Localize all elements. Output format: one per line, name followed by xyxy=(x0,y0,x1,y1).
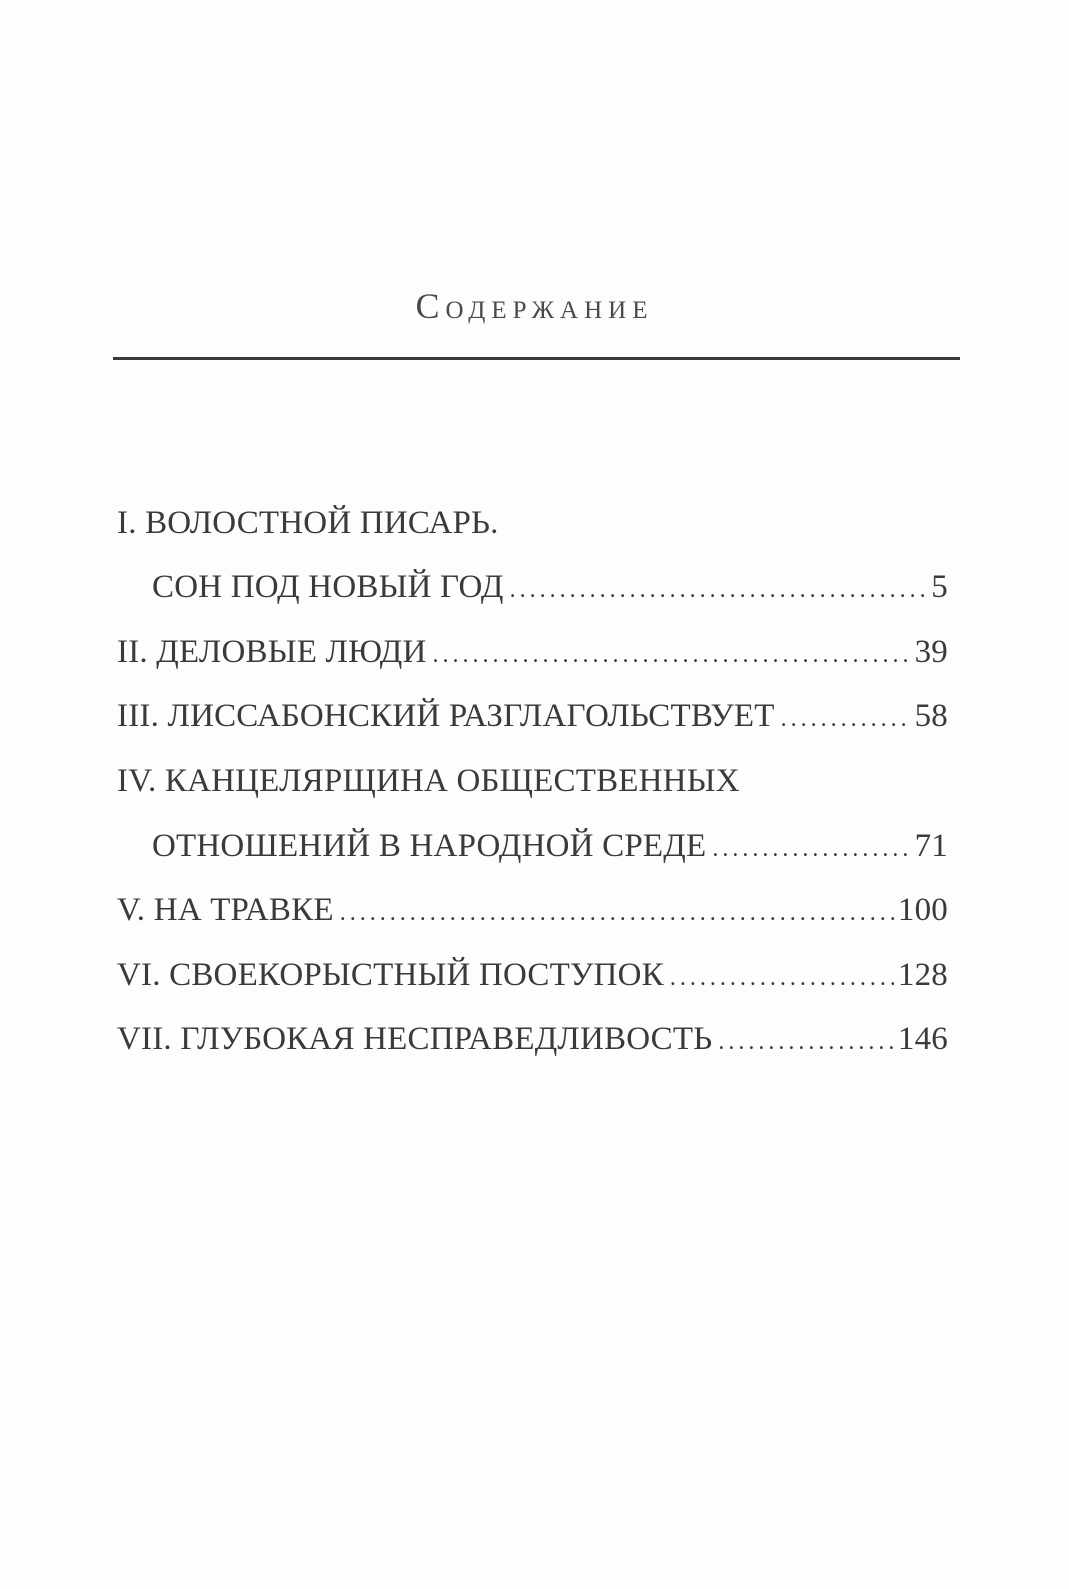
dot-leader xyxy=(718,1027,894,1057)
dot-leader xyxy=(712,834,910,864)
toc-page-number: 5 xyxy=(931,569,948,606)
toc-entry-title: ГЛУБОКАЯ НЕСПРАВЕДЛИВОСТЬ xyxy=(180,1021,713,1058)
toc-page-number: 71 xyxy=(914,827,948,864)
toc-page-number: 100 xyxy=(897,892,948,929)
toc-entry-title: ВОЛОСТНОЙ ПИСАРЬ. xyxy=(145,504,499,541)
toc-page-number: 128 xyxy=(897,956,948,993)
toc-entry-title: ЛИССАБОНСКИЙ РАЗГЛАГОЛЬСТВУЕТ xyxy=(167,698,775,735)
toc-entry-1 xyxy=(117,488,948,553)
toc-entry-2 xyxy=(117,617,948,682)
toc-entry-number: VI. xyxy=(117,956,161,993)
dot-leader xyxy=(340,898,894,928)
toc-entry-number: I. xyxy=(117,504,137,541)
toc-entry-title: СВОЕКОРЫСТНЫЙ ПОСТУПОК xyxy=(169,956,664,993)
toc-entry-number: IV. xyxy=(117,762,157,799)
toc-page-number: 146 xyxy=(897,1021,948,1058)
toc-entry-7 xyxy=(117,1005,948,1070)
toc-entry-3 xyxy=(117,682,948,747)
toc-entry-6 xyxy=(117,940,948,1005)
toc-page-number: 58 xyxy=(914,698,948,735)
dot-leader xyxy=(433,640,911,670)
toc-entry-number: II. xyxy=(117,633,148,670)
dot-leader xyxy=(781,704,911,734)
dot-leader xyxy=(670,963,894,993)
toc-entry-title: ОТНОШЕНИЙ В НАРОДНОЙ СРЕДЕ xyxy=(152,827,707,864)
toc-entry-4-continued xyxy=(117,811,948,876)
title-rule xyxy=(113,357,960,360)
dot-leader xyxy=(510,575,928,605)
toc-entry-title: КАНЦЕЛЯРЩИНА ОБЩЕСТВЕННЫХ xyxy=(164,762,740,799)
table-of-contents xyxy=(117,488,948,1069)
toc-page-number: 39 xyxy=(914,633,948,670)
page-title: Содержание xyxy=(415,286,654,326)
toc-entry-1-continued xyxy=(117,553,948,618)
toc-entry-5 xyxy=(117,876,948,941)
toc-entry-title: СОН ПОД НОВЫЙ ГОД xyxy=(152,569,504,606)
toc-entry-number: V. xyxy=(117,892,146,929)
toc-entry-title: НА ТРАВКЕ xyxy=(153,892,334,929)
toc-entry-title: ДЕЛОВЫЕ ЛЮДИ xyxy=(156,633,427,670)
toc-entry-number: III. xyxy=(117,698,160,735)
toc-entry-number: VII. xyxy=(117,1021,172,1058)
toc-entry-4 xyxy=(117,746,948,811)
